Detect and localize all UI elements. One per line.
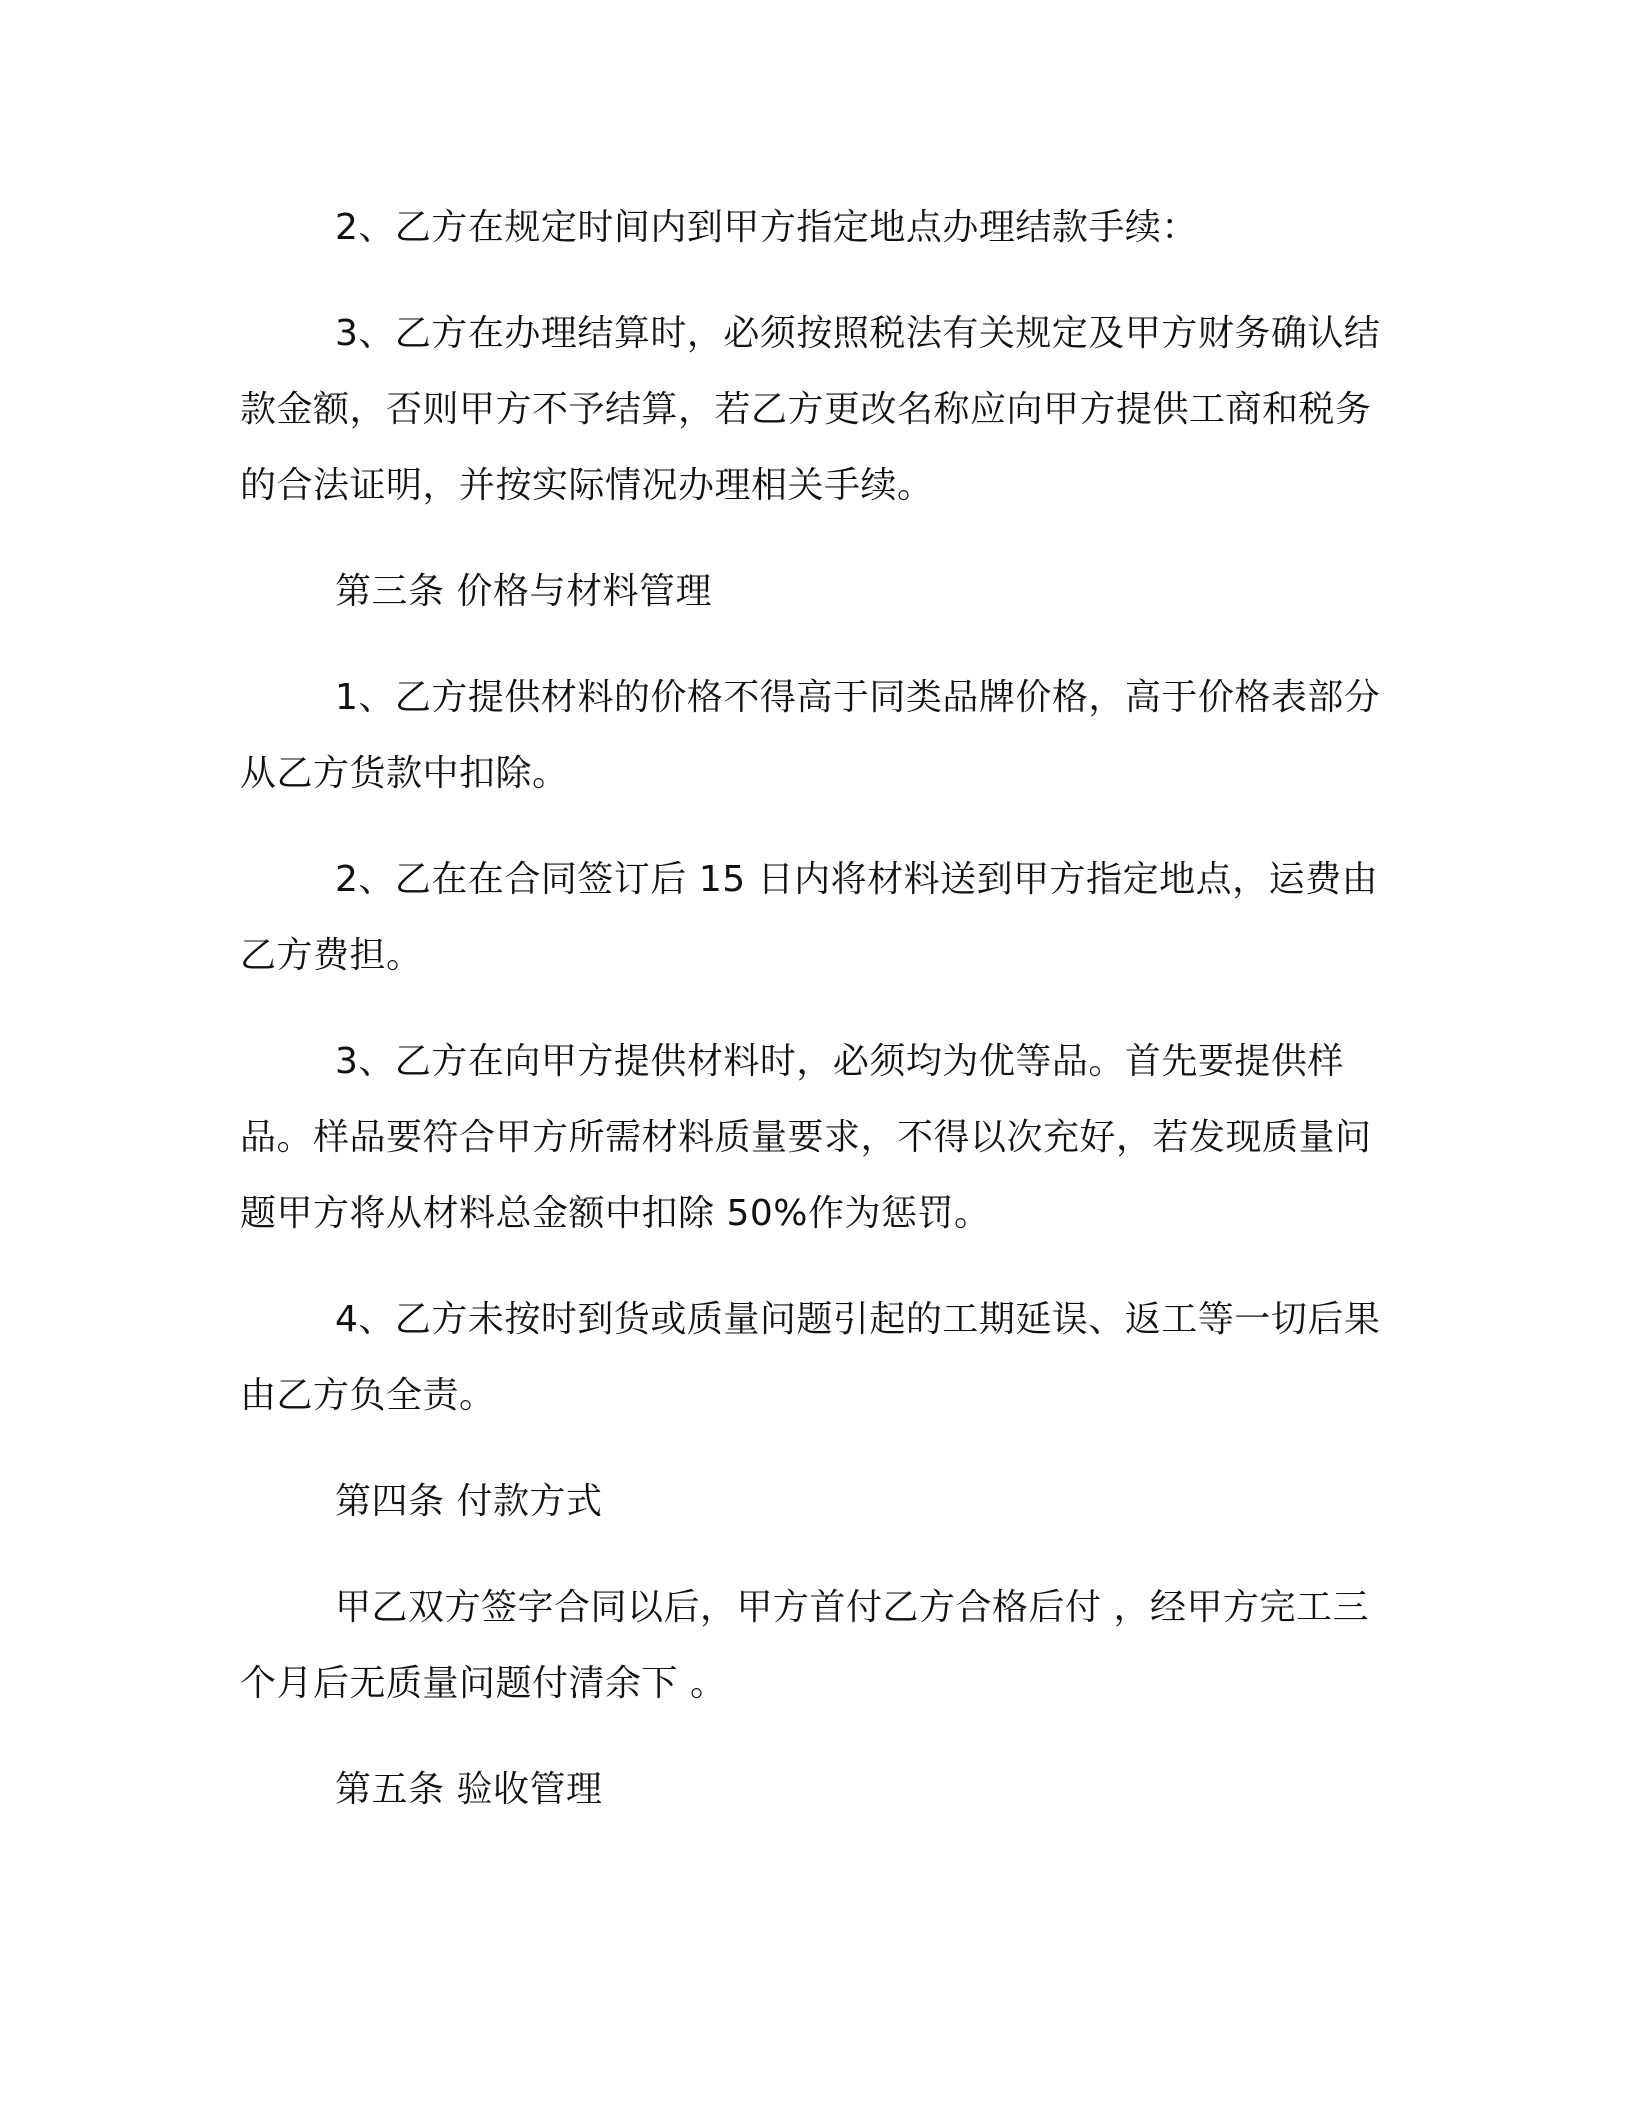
clause-paragraph: 2、乙在在合同签订后 15 日内将材料送到甲方指定地点，运费由乙方费担。 <box>240 859 1379 976</box>
clause-paragraph: 2、乙方在规定时间内到甲方指定地点办理结款手续： <box>335 207 1198 248</box>
section-heading: 第五条 验收管理 <box>335 1769 603 1810</box>
clause-paragraph: 3、乙方在办理结算时，必须按照税法有关规定及甲方财务确认结款金额，否则甲方不予结算，若乙方更改名称应向甲方提供工商和税务的合法证明，并按实际情况办理相关手续。 <box>240 313 1381 506</box>
clause-paragraph: 3、乙方在向甲方提供材料时，必须均为优等品。首先要提供样品。样品要符合甲方所需材料质量要求，不得以次充好，若发现质量问题甲方将从材料总金额中扣除 50%作为惩罚。 <box>240 1041 1372 1234</box>
clause-paragraph: 1、乙方提供材料的价格不得高于同类品牌价格，高于价格表部分从乙方货款中扣除。 <box>240 677 1381 794</box>
clause-paragraph: 4、乙方未按时到货或质量问题引起的工期延误、返工等一切后果由乙方负全责。 <box>240 1299 1381 1416</box>
document-body <box>240 190 1400 1858</box>
section-heading: 第四条 付款方式 <box>335 1481 603 1522</box>
clause-paragraph: 甲乙双方签字合同以后，甲方首付乙方合格后付 ，经甲方完工三个月后无质量问题付清余下 。 <box>240 1587 1369 1704</box>
section-heading: 第三条 价格与材料管理 <box>335 571 712 612</box>
